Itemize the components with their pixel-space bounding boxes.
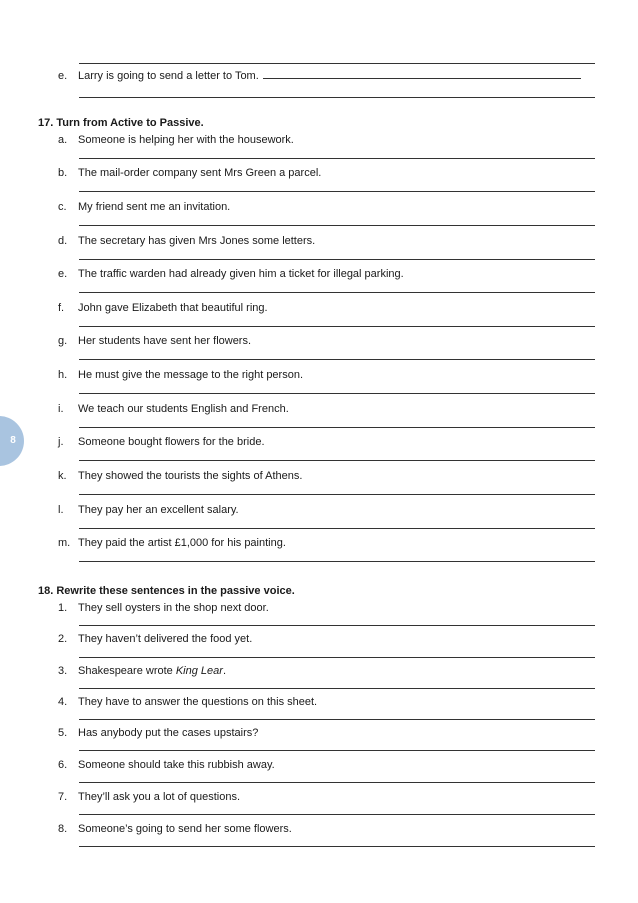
answer-line <box>79 63 595 64</box>
item-letter: 7. <box>58 791 68 803</box>
answer-line <box>79 225 595 226</box>
answer-line <box>79 393 595 394</box>
item-letter: c. <box>58 201 67 213</box>
item-letter: h. <box>58 369 68 381</box>
answer-line <box>79 460 595 461</box>
item-letter: 2. <box>58 633 68 645</box>
exercise-item <box>58 301 268 315</box>
item-letter: 4. <box>58 696 68 708</box>
answer-line <box>79 782 595 783</box>
answer-line <box>79 158 595 159</box>
section-18-heading: 18. Rewrite these sentences in the passive voice. <box>38 585 295 597</box>
item-letter: f. <box>58 302 65 314</box>
answer-line <box>79 191 595 192</box>
item-text: Has anybody put the cases upstairs? <box>78 727 259 739</box>
item-text: They showed the tourists the sights of Athens. <box>78 470 303 482</box>
item-text: The secretary has given Mrs Jones some letters. <box>78 235 316 247</box>
exercise-item <box>58 133 294 147</box>
item-text: Larry is going to send a letter to Tom. <box>78 70 259 82</box>
exercise-item <box>58 68 581 83</box>
section-17-heading: 17. Turn from Active to Passive. <box>38 117 204 129</box>
item-text: Someone’s going to send her some flowers. <box>78 823 292 835</box>
item-letter: 8. <box>58 823 68 835</box>
exercise-item <box>58 632 252 646</box>
exercise-item <box>58 435 265 449</box>
answer-line <box>79 326 595 327</box>
answer-line <box>79 528 595 529</box>
item-text: Someone should take this rubbish away. <box>78 759 275 771</box>
item-text: They haven’t delivered the food yet. <box>78 633 253 645</box>
item-text: They paid the artist £1,000 for his painting. <box>78 537 286 549</box>
item-text: My friend sent me an invitation. <box>78 201 231 213</box>
exercise-item <box>58 503 239 517</box>
exercise-item <box>58 402 289 416</box>
item-letter: 6. <box>58 759 68 771</box>
item-letter: g. <box>58 335 68 347</box>
item-text: . <box>222 665 226 677</box>
answer-line <box>79 561 595 562</box>
item-text: Her students have sent her flowers. <box>78 335 252 347</box>
item-letter: 3. <box>58 665 68 677</box>
item-text: Someone bought flowers for the bride. <box>78 436 265 448</box>
item-text: They sell oysters in the shop next door. <box>78 602 269 614</box>
answer-line <box>79 359 595 360</box>
item-text: They have to answer the questions on this sheet. <box>78 696 318 708</box>
item-text: We teach our students English and French. <box>78 403 289 415</box>
exercise-item <box>58 536 286 550</box>
exercise-item <box>58 790 240 804</box>
item-letter: j. <box>58 436 64 448</box>
answer-line <box>79 719 595 720</box>
item-letter: m. <box>58 537 71 549</box>
item-text: He must give the message to the right person. <box>78 369 304 381</box>
item-letter: l. <box>58 504 64 516</box>
exercise-item <box>58 695 317 709</box>
page-number: 8 <box>10 435 16 446</box>
exercise-item <box>58 267 404 281</box>
exercise-item <box>58 664 226 678</box>
answer-line <box>79 814 595 815</box>
item-letter: 1. <box>58 602 68 614</box>
exercise-item <box>58 166 321 180</box>
exercise-item <box>58 234 315 248</box>
item-text: They pay her an excellent salary. <box>78 504 239 516</box>
answer-line <box>79 494 595 495</box>
item-letter: a. <box>58 134 68 146</box>
item-letter: e. <box>58 70 68 82</box>
answer-line <box>79 657 595 658</box>
item-letter: b. <box>58 167 68 179</box>
answer-line <box>79 259 595 260</box>
item-letter: 5. <box>58 727 68 739</box>
item-text: John gave Elizabeth that beautiful ring. <box>78 302 268 314</box>
answer-line <box>79 292 595 293</box>
inline-answer-line <box>263 68 581 79</box>
item-text: They’ll ask you a lot of questions. <box>78 791 241 803</box>
answer-line <box>79 625 595 626</box>
answer-line <box>79 97 595 98</box>
item-letter: e. <box>58 268 68 280</box>
exercise-item <box>58 200 230 214</box>
answer-line <box>79 688 595 689</box>
item-text: The mail-order company sent Mrs Green a parcel. <box>78 167 322 179</box>
answer-line <box>79 846 595 847</box>
exercise-item <box>58 726 258 740</box>
answer-line <box>79 427 595 428</box>
exercise-item <box>58 822 292 836</box>
answer-line <box>79 750 595 751</box>
item-letter: d. <box>58 235 68 247</box>
exercise-item <box>58 469 302 483</box>
item-text: Someone is helping her with the housework. <box>78 134 294 146</box>
item-letter: k. <box>58 470 67 482</box>
item-text-italic: King Lear <box>175 665 223 677</box>
item-text: The traffic warden had already given him a ticket for illegal parking. <box>78 268 404 280</box>
exercise-item <box>58 368 303 382</box>
item-text: Shakespeare wrote <box>78 665 176 677</box>
exercise-item <box>58 601 269 615</box>
exercise-item <box>58 758 275 772</box>
exercise-item <box>58 334 251 348</box>
item-letter: i. <box>58 403 64 415</box>
